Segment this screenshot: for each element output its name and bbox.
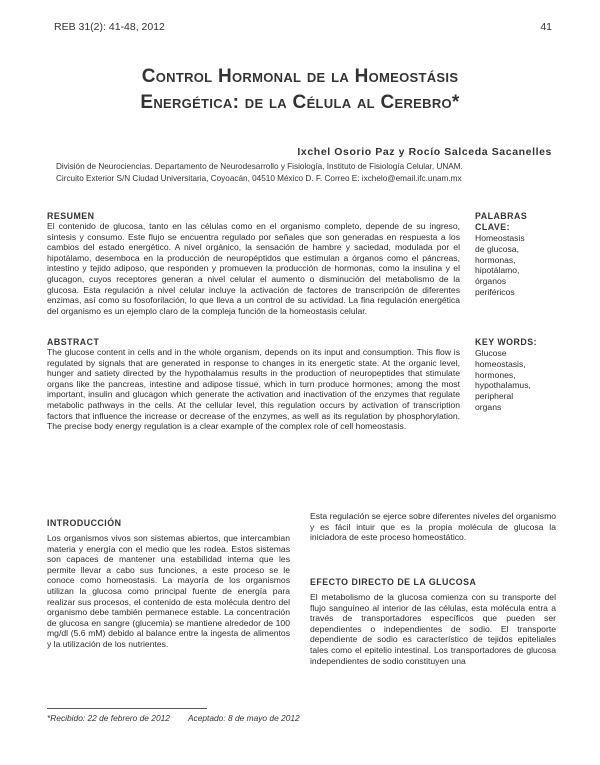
keyword: hypothalamus, bbox=[475, 380, 531, 391]
footnote-divider bbox=[47, 708, 207, 709]
abstract-heading: ABSTRACT bbox=[47, 337, 100, 347]
key-words-list bbox=[475, 348, 560, 413]
keyword: homeostasis, bbox=[475, 358, 526, 369]
keyword: Glucose bbox=[475, 348, 507, 358]
page-number: 41 bbox=[540, 21, 552, 33]
accepted-date: Aceptado: 8 de mayo de 2012 bbox=[187, 713, 300, 723]
introduccion-text: Los organismos vivos son sistemas abiertos, que intercambian materia y energía con el medio que les rodea. Estos sistemas son capaces de mantener una estabilidad interna que les permite llevar a cabo sus funciones, a este proceso se le conoce como homeostasis. La mayoría de los organismos utilizan la glucosa como principal fuente de energía para realizar sus procesos, el contenido de esta molécula dentro del organismo debe también permanece estable. La concentración de glucosa en sangre (glucemia) se mantiene alrededor de 100 mg/dl (5.6 mM) debido al balance entre la ingesta de alimentos y la utilización de los nutrientes. bbox=[47, 533, 290, 649]
keyword: hipotálamo, bbox=[475, 265, 520, 276]
abstract-text: The glucose content in cells and in the whole organism, depends on its input and consumption. This flow is regulated by signals that are generated in response to changes in its energetic state. At the organic level, hunger and satiety directed by the hypothalamus results in the production of neuropeptides that stimulate organs like the pancreas, intestine and adipose tissue, which in turn produce hormones; among the most important, insulin and glucagon which generate the activation and inactivation of the enzymes that regulate metabolic pathways in the cells. At the cellular level, this regulation occurs by activation of transcription factors that influence the increase or decrease of the enzymes, as well as its regulation by phosphorylation. The precise body energy regulation is a clear example of the complex role of cell homeostasis. bbox=[47, 347, 460, 432]
keyword: organs bbox=[475, 401, 502, 412]
keyword: de glucosa, bbox=[475, 243, 519, 254]
introduccion-heading: INTRODUCCIÓN bbox=[47, 518, 122, 528]
received-date: *Recibido: 22 de febrero de 2012 bbox=[47, 713, 170, 723]
key-words-heading: KEY WORDS: bbox=[475, 337, 538, 347]
keyword: periféricos bbox=[475, 286, 515, 297]
keyword: hormones, bbox=[475, 369, 516, 380]
keyword: peripheral bbox=[475, 391, 514, 402]
article-title-line-2: Energética: de la Célula al Cerebro* bbox=[140, 92, 460, 113]
resumen-heading: RESUMEN bbox=[47, 211, 95, 221]
efecto-directo-heading: EFECTO DIRECTO DE LA GLUCOSA bbox=[310, 577, 477, 587]
keyword: hormonas, bbox=[475, 254, 516, 265]
palabras-clave-list bbox=[475, 233, 560, 298]
journal-citation: REB 31(2): 41-48, 2012 bbox=[54, 21, 165, 33]
keyword: órganos bbox=[475, 276, 507, 287]
column2-intro-continuation: Esta regulación se ejerce sobre diferentes niveles del organismo y es fácil intuir que es la propia molécula de glucosa la iniciadora de este proceso homeostático. bbox=[310, 511, 557, 543]
footnote bbox=[47, 713, 300, 723]
keyword: Homeostasis bbox=[475, 233, 525, 243]
affiliation-line-1: División de Neurociencias. Departamento de Neurodesarrollo y Fisiología, Instituto de Fisiología Celular, UNAM. bbox=[56, 162, 463, 171]
resumen-text: El contenido de glucosa, tanto en las células como en el organismo completo, depende de su ingreso, síntesis y consumo. Este flujo se encuentra regulado por señales que son generadas en respuesta a los cambios del estado energético. A nivel orgánico, la sensación de hambre y saciedad, modulada por el hipotálamo, desemboca en la producción de neuropéptidos que estimulan a órganos como el páncreas, intestino y tejido adiposo, que responden y promueven la producción de hormonas, como la insulina y el glucagon, cuyos receptores generan a nivel celular el aumento o disminución del metabolismo de la glucosa. Esta regulación a nivel celular incluye la activación de factores de transcripción de diferentes enzimas, así como su fosoforilación, lo que lleva a un control de su actividad. La fina regulación energética del organismo es un ejemplo claro de la compleja función de la homeostasis celular. bbox=[47, 221, 460, 316]
affiliation-line-2: Circuito Exterior S/N Ciudad Universitaria, Coyoacán, 04510 México D. F. Correo E: ixchelo@email.ifc.unam.mx bbox=[56, 174, 462, 183]
article-title-line-1: Control Hormonal de la Homeostásis bbox=[141, 66, 459, 87]
efecto-directo-text: El metabolismo de la glucosa comienza con su transporte del flujo sanguíneo al interior de las células, esta molécula entra a través de transportadores específicos que pueden ser dependientes o independientes de sodio. El transporte dependiente de sodio es característico de tejidos epiteliales tales como el epitelio intestinal. Los transportadores de glucosa independientes de sodio constituyen una bbox=[310, 592, 556, 666]
authors: Ixchel Osorio Paz y Rocío Salceda Sacanelles bbox=[297, 146, 552, 158]
palabras-clave-heading: PALABRAS CLAVE: bbox=[475, 211, 528, 232]
